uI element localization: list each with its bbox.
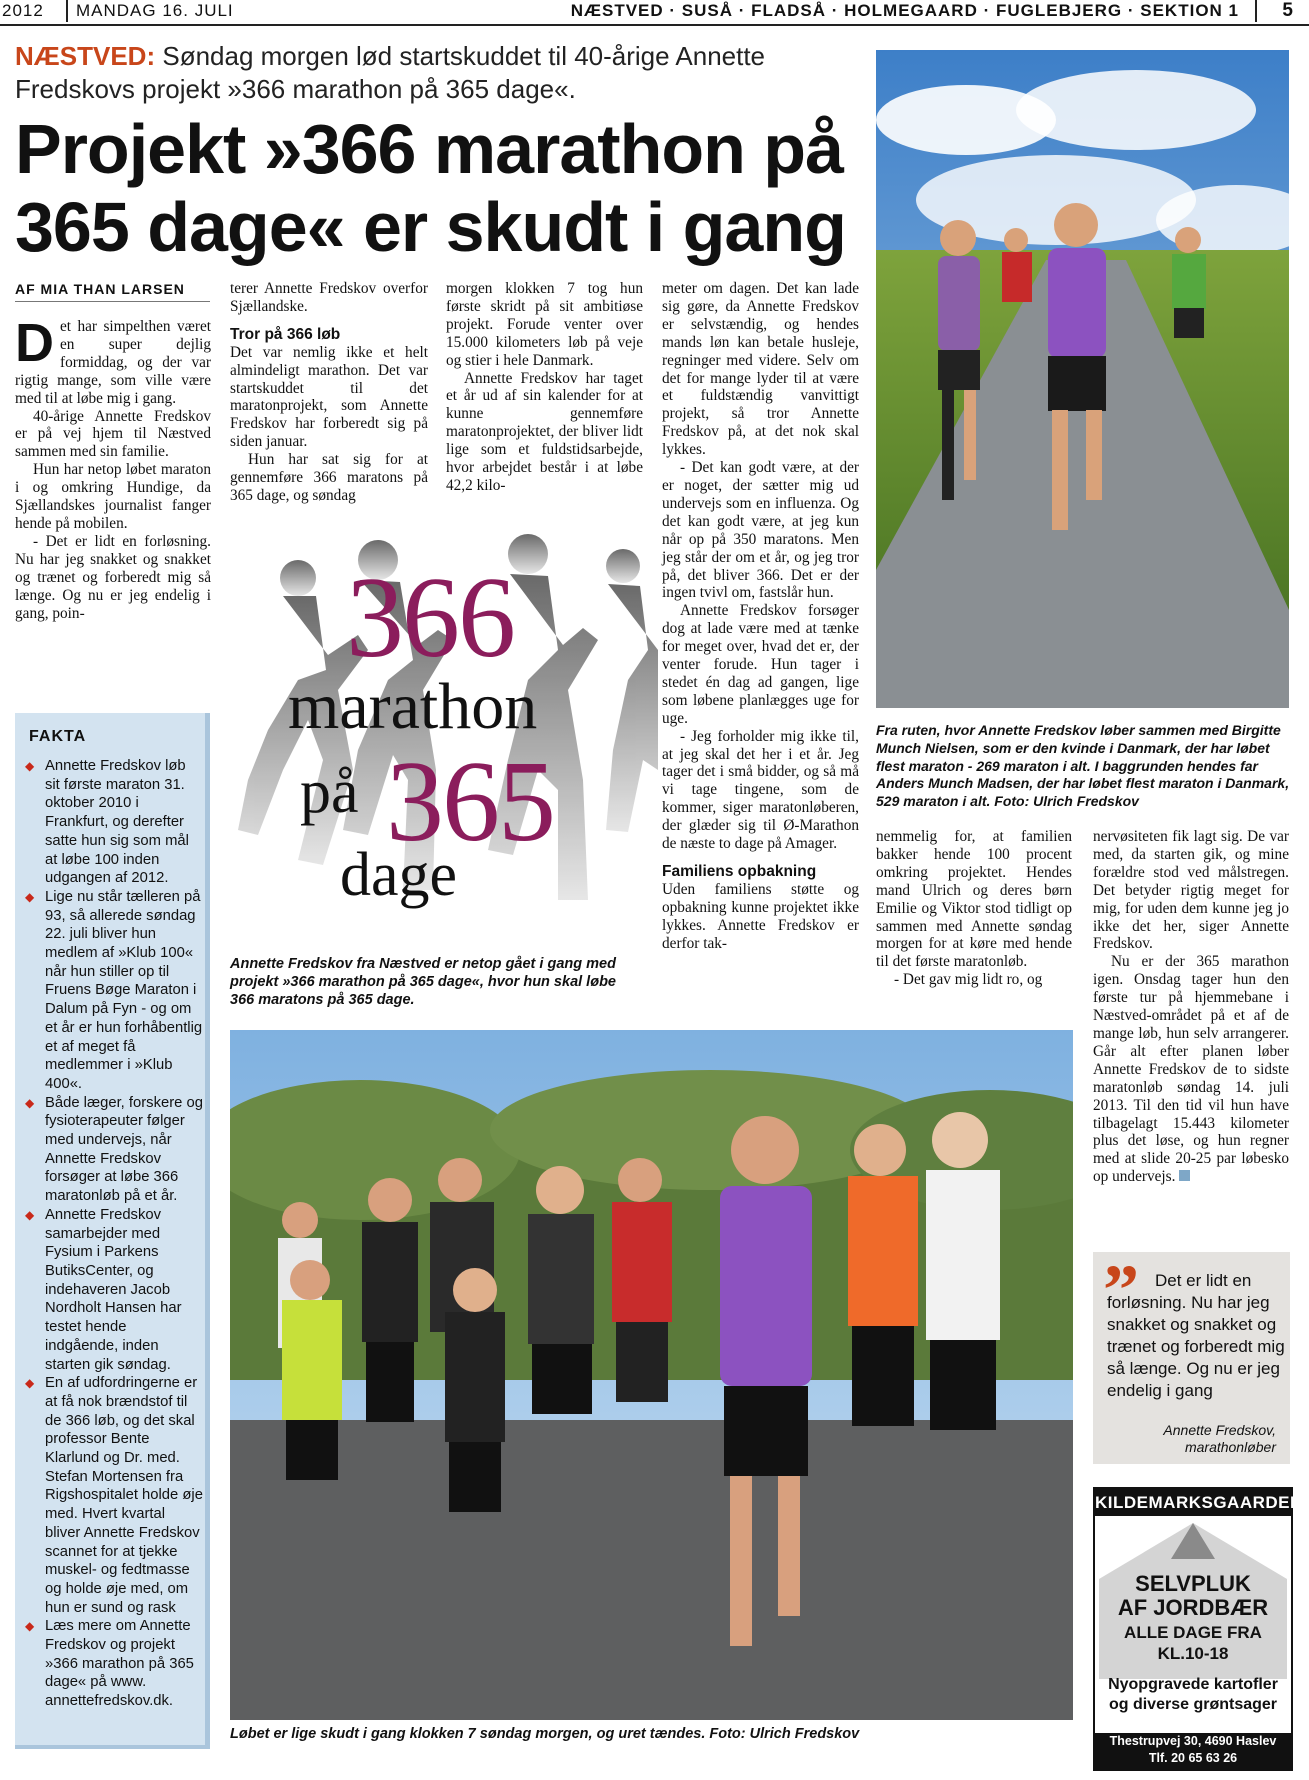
- quote-name: Annette Fredskov,: [1163, 1422, 1276, 1438]
- header-section: NÆSTVED · SUSÅ · FLADSÅ · HOLMEGAARD · FUGLEBJERG · SEKTION 1: [570, 1, 1239, 20]
- photo-race-start: [230, 1030, 1073, 1720]
- paragraph: 40-årige Annette Fredskov er på vej hjem til Næstved sammen med sin familie.: [15, 407, 211, 461]
- paragraph: Uden familiens støtte og opbakning kunne projektet ikke lykkes. Annette Fredskov er derfor tak-: [662, 880, 859, 952]
- article-kicker: [15, 40, 875, 106]
- logo-word-marathon: marathon: [288, 670, 538, 743]
- ad-line: og diverse grøntsager: [1108, 1696, 1278, 1713]
- photo1-caption: Fra ruten, hvor Annette Fredskov løber sammen med Birgitte Munch Nielsen, som er den kvinde i Danmark, der har løbet flest maraton - 269 maraton i alt. I baggrunden hendes far Anders Munch Madsen, der har løbet flest maraton i Danmark, 529 maraton i alt. Foto: Ulrich Fredskov: [876, 722, 1290, 810]
- ad-address: Thestrupvej 30, 4690 Haslev: [1109, 1734, 1277, 1748]
- page-number: 5: [1282, 0, 1293, 21]
- article-column-3: [446, 280, 643, 495]
- article-column-1: [15, 313, 211, 622]
- paragraph: morgen klokken 7 tog hun første skridt på sit ambitiøse projekt. Forude venter over 15.000 kilometers løb på veje og stier i hele Danmark.: [446, 280, 643, 369]
- subheading: Familiens opbakning: [662, 863, 817, 880]
- article-column-6: [1093, 828, 1289, 1186]
- article-column-2: [230, 280, 428, 505]
- end-mark: [1179, 1170, 1190, 1181]
- quote-attribution: [1163, 1422, 1276, 1456]
- paragraph: Annette Fredskov har taget et år ud af sin kalender for at kunne gennemføre maratonprojektet, der bliver lidt lige som et fuldstidsarbejde, hvor arbejdet består i at løbe 42,2 kilo-: [446, 369, 643, 494]
- kicker-place: NÆSTVED:: [15, 41, 156, 71]
- subheading: Tror på 366 løb: [230, 325, 341, 343]
- advertisement: [1093, 1487, 1303, 1771]
- fakta-item: ◆ Annette Fredskov løb sit første maraton 31. oktober 2010 i Frankfurt, og derefter satte hun sig som mål at løbe 100 inden udgangen af 2012.: [25, 757, 203, 888]
- fakta-item: ◆ Både læger, forskere og fysioterapeuter følger med undervejs, når Annette Fredskov forsøger at løbe 366 maratonløb på et år.: [25, 1094, 203, 1206]
- quote-role: marathonløber: [1184, 1439, 1276, 1455]
- fakta-box: [15, 713, 210, 1749]
- paragraph: meter om dagen. Det kan lade sig gøre, da Annette Fredskov er selvstændig, og hendes mands løn kan betale husleje, regninger med videre. Selv om det for mange lyder til at være et fuldstændig vanvittigt projekt, så tror Annette Fredskov på, at det nok skal lykkes.: [662, 280, 859, 459]
- photo2-caption: Løbet er lige skudt i gang klokken 7 søndag morgen, og uret tændes. Foto: Ulrich Fredskov: [230, 1726, 860, 1742]
- paragraph: Hun har netop løbet maraton i og omkring Hundige, da Sjællandskes journalist fanger hende på mobilen.: [15, 461, 211, 532]
- fakta-list: [25, 757, 203, 1711]
- header-year: 2012: [2, 1, 44, 20]
- logo-number-365: 365: [386, 738, 554, 866]
- header-date: MANDAG 16. JULI: [76, 1, 234, 20]
- byline: AF MIA THAN LARSEN: [15, 281, 210, 302]
- ad-line: ALLE DAGE FRA: [1124, 1623, 1262, 1642]
- pull-quote: [1093, 1252, 1290, 1464]
- fakta-item: ◆ Læs mere om Annette Fredskov og projekt »366 marathon på 365 dage« på www. annettefredskov.dk.: [25, 1617, 203, 1711]
- ad-brand: KILDEMARKSGAARDEN: [1095, 1489, 1291, 1516]
- paragraph: Hun har sat sig for at gennemføre 366 maratons på 365 dage, og søndag: [230, 451, 428, 504]
- fakta-item: ◆ En af udfordringerne er at få nok brændstof til de 366 løb, og det skal professor Bente Klarlund og Dr. med. Stefan Mortensen fra Rigshospitalet holde øje med. Hvert kvartal bliver Annette Fredskov scannet for at tjekke muskel- og fedtmasse og holde øje med, om hun er sund og rask: [25, 1374, 203, 1617]
- fakta-item: ◆ Lige nu står tælleren på 93, så allerede søndag 22. juli bliver hun medlem af »Klub 100« når hun stiller op til Fruens Bøge Maraton i Dalum på Fyn - og om et år er hun forhåbentlig et af meget få medlemmer i »Klub 400«.: [25, 888, 203, 1094]
- paragraph: nemmelig for, at familien bakker hende 100 procent omkring projektet. Hendes mand Ulrich og deres børn Emilie og Viktor stod tidligt op sammen med Annette søndag morgen for at køre med hende til det første maratonløb.: [876, 828, 1072, 971]
- photo-runners-path: [876, 50, 1289, 708]
- page-header: [0, 0, 1309, 26]
- logo-caption: Annette Fredskov fra Næstved er netop gået i gang med projekt »366 marathon på 365 dage«, hvor hun skal løbe 366 maratons på 365 dage.: [230, 956, 616, 1008]
- fakta-title: FAKTA: [29, 728, 87, 745]
- quote-text: Det er lidt en forløsning. Nu har jeg snakket og snakket og trænet og forberedt mig så længe. Og nu er jeg endelig i gang: [1107, 1271, 1285, 1400]
- drop-cap: D: [15, 313, 54, 373]
- logo-word-paa: på: [300, 758, 359, 826]
- photo-illustration: [876, 50, 1289, 708]
- fakta-item: ◆ Annette Fredskov samarbejder med Fysium i Parkens ButiksCenter, og indehaveren Jacob Nordholt Hansen har testet hende indgående, inden starten gik søndag.: [25, 1206, 203, 1374]
- article-column-5: [876, 828, 1072, 989]
- ad-line: KL.10-18: [1157, 1644, 1229, 1663]
- logo-number-366: 366: [346, 554, 514, 682]
- paragraph: nervøsiteten fik lagt sig. De var med, da starten gik, og mine forældre stod ved målstregen. Det betyder rigtig meget for mig, for uden dem kunne jeg jo ikke det her, siger Annette Fredskov.: [1093, 828, 1289, 953]
- header-divider: [66, 0, 68, 22]
- paragraph: et har simpelthen været en super dejlig formiddag, og der var rigtig mange, som ville være med til at løbe mig i gang.: [15, 318, 211, 407]
- paragraph: - Det gav mig lidt ro, og: [894, 971, 1043, 989]
- paragraph: - Jeg forholder mig ikke til, at jeg skal det her i et år. Jeg tager det i små bidder, og så må vi tage tingene, som de kommer, siger maratonløberen, der glæder sig til Ø-Marathon de næste to dage på Amager.: [662, 727, 859, 853]
- article-headline: Projekt »366 marathon på 365 dage« er skudt i gang: [15, 110, 846, 266]
- header-divider: [1255, 0, 1257, 22]
- ad-line: SELVPLUK: [1135, 1571, 1251, 1596]
- quote-mark-icon: ”: [1103, 1250, 1139, 1330]
- photo-illustration: [230, 1030, 1073, 1720]
- paragraph: Det var nemlig ikke et helt almindeligt marathon. Det var startskuddet til det maratonprojekt, som Annette Fredskov har forberedt sig på siden januar.: [230, 343, 428, 451]
- article-column-4: [662, 280, 859, 953]
- paragraph: Nu er der 365 marathon igen. Onsdag tager hun den første tur på hjemmebane i Næstved-området på et af de mange løb, hun selv arrangerer. Går alt efter planen løber Annette Fredskov de to sidste maratonløb søndag 14. juli 2013. Til den tid vil hun have tilbagelagt 15.443 kilometer plus det løse, og hun regner med at slide 20-25 par løbesko op undervejs.: [1093, 953, 1289, 1186]
- logo-word-dage: dage: [340, 841, 458, 909]
- paragraph: Annette Fredskov forsøger dog at lade være med at tænke for meget over, hvad det er, der venter forude. Hun tager i stedet én dag ad gangen, lige som løbene planlægges uge for uge.: [662, 602, 859, 727]
- paragraph: terer Annette Fredskov overfor Sjællandske.: [230, 280, 428, 315]
- paragraph: - Det kan godt være, at der er noget, der sætter mig ud undervejs som en influenza. Og det kan godt være, at jeg kun når op på 350 maratons. Men jeg står der om et år, og jeg tror på, det bliver 366. Det er der ingen tvivl om, fastslår hun.: [662, 459, 859, 602]
- kicker-text: Søndag morgen lød startskuddet til 40-årige Annette Fredskovs projekt »366 marathon på 365 dage«.: [15, 41, 766, 104]
- ad-line: AF JORDBÆR: [1117, 1595, 1269, 1620]
- project-logo: [228, 530, 658, 950]
- ad-footer: [1095, 1733, 1291, 1769]
- paragraph: - Det er lidt en forløsning. Nu har jeg snakket og snakket og trænet og forberedt mig så længe. Og nu er jeg endelig i gang, poin-: [15, 532, 211, 622]
- ad-line: Nyopgravede kartofler: [1108, 1676, 1278, 1693]
- ad-phone: Tlf. 20 65 63 26: [1148, 1751, 1238, 1765]
